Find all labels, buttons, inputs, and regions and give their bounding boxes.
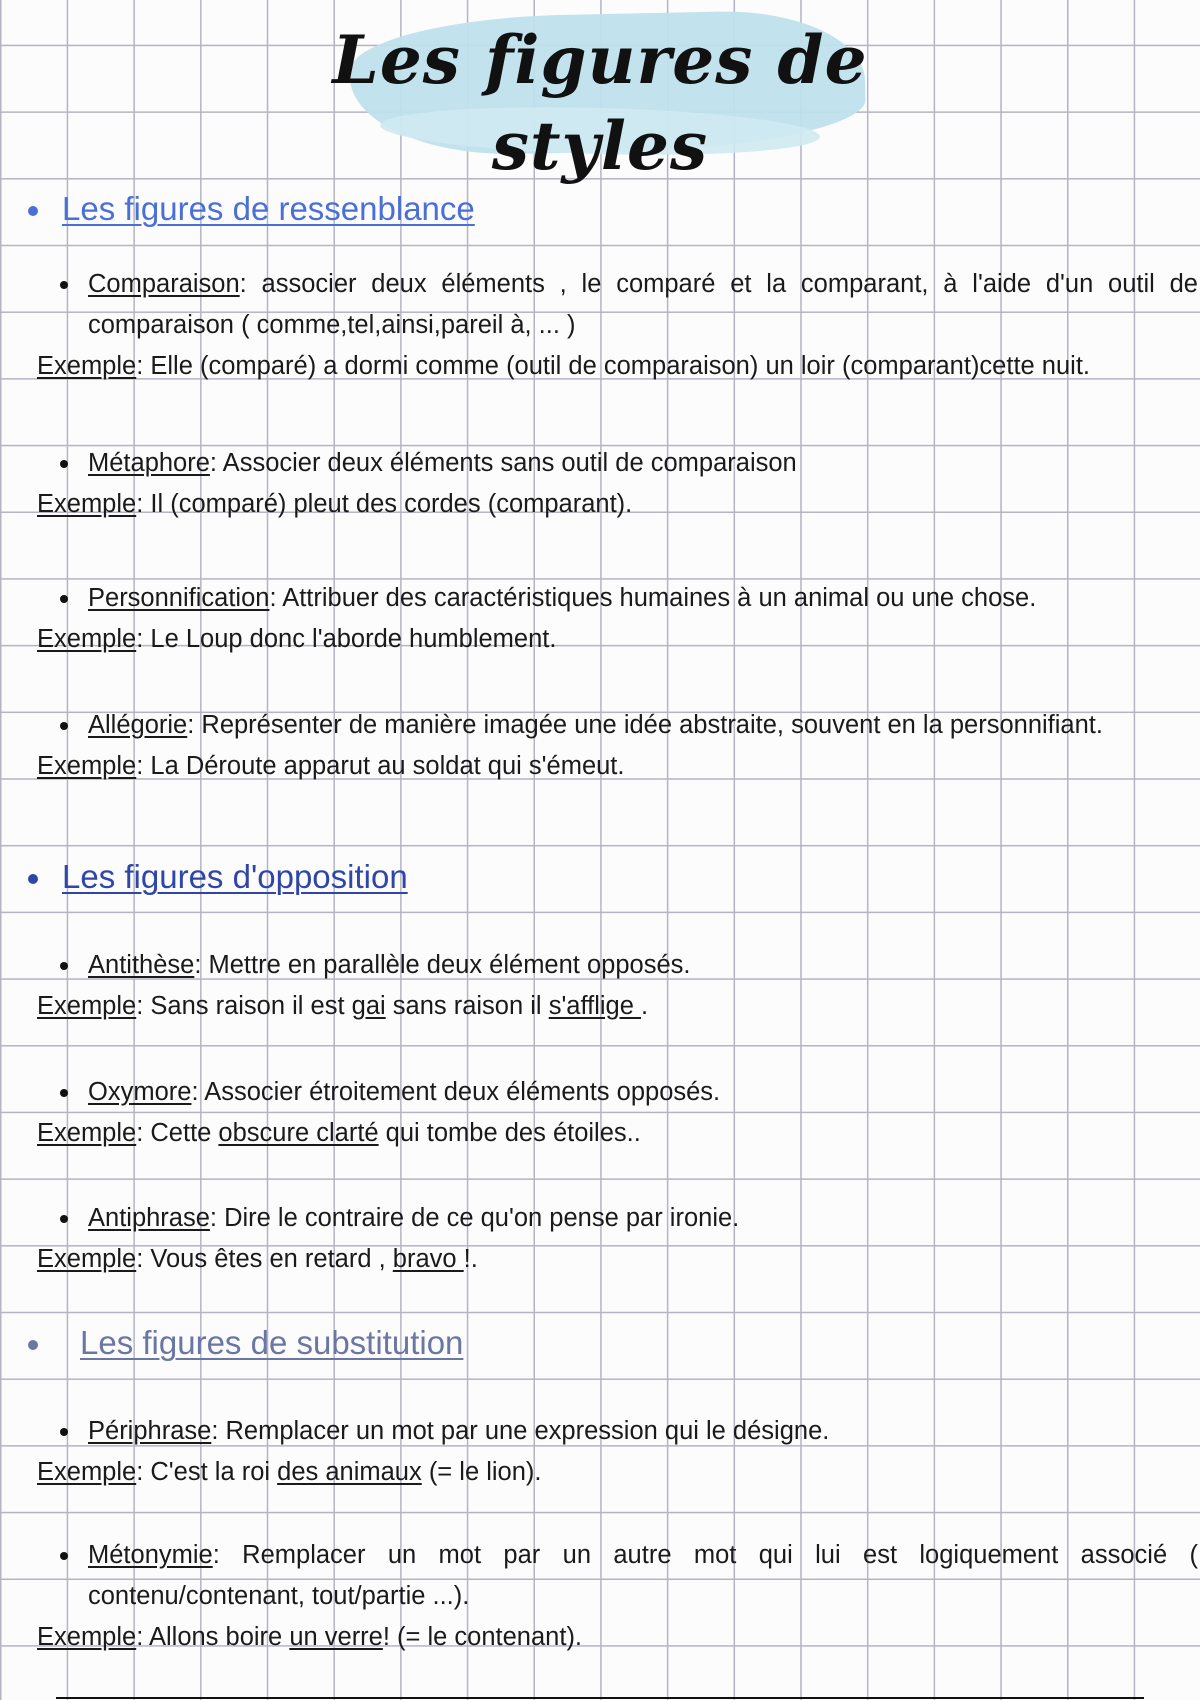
section-heading-opposition	[28, 858, 408, 896]
definition-text: : Remplacer un mot par un autre mot qui lui est logiquement associé ( contenu/contenant, tout/partie ...).	[88, 1541, 1198, 1610]
definition-text: : Attribuer des caractéristiques humaines à un animal ou une chose.	[269, 584, 1037, 612]
underlined-word: s'afflige	[548, 992, 641, 1020]
example-text: !.	[463, 1245, 478, 1273]
example-text: : C'est la roi	[136, 1458, 278, 1486]
term: Allégorie	[88, 711, 188, 739]
example-text: sans raison il	[385, 992, 549, 1020]
bullet-icon	[28, 206, 38, 216]
example-text: : Sans raison il est	[136, 992, 352, 1020]
example-text: : Le Loup donc l'aborde humblement.	[136, 625, 557, 653]
example-label: Exemple	[37, 1119, 137, 1147]
definition-item	[0, 1411, 1200, 1493]
definition-text: : Associer deux éléments sans outil de comparaison	[209, 449, 797, 477]
definition-line	[0, 1198, 1200, 1239]
example-text: (= le lion).	[421, 1458, 542, 1486]
definition-line	[0, 945, 1200, 986]
example-line	[0, 1617, 1200, 1658]
definition-line	[0, 705, 1200, 746]
example-line	[0, 1452, 1200, 1493]
definition-item	[0, 1198, 1200, 1280]
underlined-word: gai	[351, 992, 386, 1020]
example-text: : Allons boire	[136, 1623, 290, 1651]
term: Métaphore	[88, 449, 210, 477]
example-line	[0, 484, 1200, 525]
definition-line	[0, 1535, 1198, 1617]
example-label: Exemple	[37, 490, 137, 518]
definition-line	[0, 1411, 1200, 1452]
underlined-word: des animaux	[277, 1458, 422, 1486]
definition-item	[0, 705, 1200, 787]
example-label: Exemple	[37, 352, 137, 380]
definition-item	[0, 578, 1200, 660]
definition-item	[0, 1535, 1200, 1658]
example-label: Exemple	[37, 992, 137, 1020]
example-text: ! (= le contenant).	[382, 1623, 583, 1651]
definition-text: : Mettre en parallèle deux élément opposés.	[194, 951, 691, 979]
example-label: Exemple	[37, 1458, 137, 1486]
example-text: .	[640, 992, 649, 1020]
example-label: Exemple	[37, 625, 137, 653]
example-text: : Il (comparé) pleut des cordes (comparant).	[136, 490, 633, 518]
underlined-word: un verre	[289, 1623, 383, 1651]
bullet-icon	[28, 1340, 38, 1350]
example-line	[0, 746, 1200, 787]
example-line	[0, 1113, 1200, 1154]
example-line	[0, 1239, 1200, 1280]
definition-item	[0, 264, 1200, 387]
definition-item	[0, 1072, 1200, 1154]
example-label: Exemple	[37, 752, 137, 780]
term: Périphrase	[88, 1417, 212, 1445]
bullet-icon	[28, 874, 38, 884]
definition-line	[0, 443, 1200, 484]
definition-text: : Associer étroitement deux éléments opposés.	[191, 1078, 721, 1106]
underlined-word: obscure clarté	[218, 1119, 379, 1147]
bottom-divider	[56, 1697, 1144, 1699]
term: Comparaison	[88, 270, 240, 298]
definition-text: : associer deux éléments , le comparé et la comparant, à l'aide d'un outil de comparaison ( comme,tel,ainsi,pareil à, ... )	[88, 270, 1198, 339]
definition-text: : Représenter de manière imagée une idée abstraite, souvent en la personnifiant.	[187, 711, 1103, 739]
definition-item	[0, 443, 1200, 525]
section-heading-substitution	[28, 1324, 463, 1362]
example-line	[0, 346, 1200, 387]
term: Antiphrase	[88, 1204, 210, 1232]
example-text: : La Déroute apparut au soldat qui s'émeut.	[136, 752, 625, 780]
section-title: Les figures de substitution	[80, 1324, 464, 1361]
definition-text: : Dire le contraire de ce qu'on pense par ironie.	[209, 1204, 740, 1232]
definition-line	[0, 1072, 1200, 1113]
example-text: qui tombe des étoiles..	[378, 1119, 641, 1147]
term: Antithèse	[88, 951, 195, 979]
definition-item	[0, 945, 1200, 1027]
term: Oxymore	[88, 1078, 192, 1106]
section-heading-ressemblance	[28, 190, 475, 228]
example-text: : Cette	[136, 1119, 219, 1147]
definition-line	[0, 578, 1200, 619]
section-title: Les figures d'opposition	[62, 858, 408, 895]
example-line	[0, 986, 1200, 1027]
underlined-word: bravo	[392, 1245, 464, 1273]
definition-text: : Remplacer un mot par une expression qui le désigne.	[211, 1417, 830, 1445]
example-line	[0, 619, 1200, 660]
example-text: : Vous êtes en retard ,	[136, 1245, 393, 1273]
example-label: Exemple	[37, 1623, 137, 1651]
section-title: Les figures de ressenblance	[62, 190, 475, 227]
example-label: Exemple	[37, 1245, 137, 1273]
term: Métonymie	[88, 1541, 213, 1569]
definition-line	[0, 264, 1198, 346]
example-text: : Elle (comparé) a dormi comme (outil de comparaison) un loir (comparant)cette nuit.	[136, 352, 1091, 380]
page-title: Les figures de styles	[332, 21, 868, 185]
term: Personnification	[88, 584, 270, 612]
